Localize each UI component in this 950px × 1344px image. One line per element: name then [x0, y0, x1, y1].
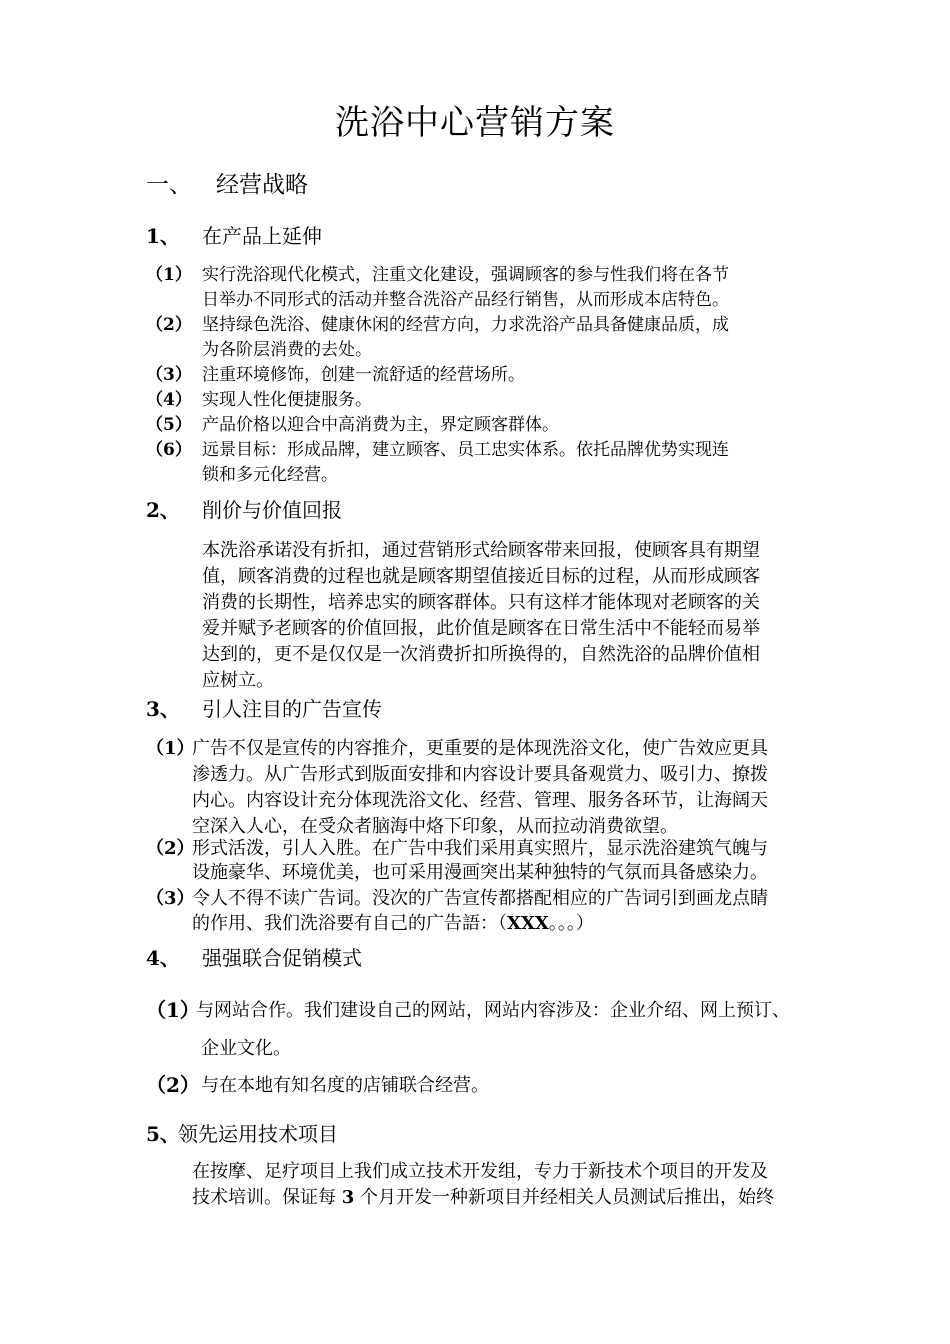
- subsection-title: 在产品上延伸: [202, 224, 322, 248]
- subsection-title: 领先运用技术项目: [178, 1122, 338, 1146]
- paragraph-line: 消费的长期性，培养忠实的顾客群体。只有这样才能体现对老顾客的关: [202, 592, 760, 613]
- list-item-label: （2）: [146, 315, 192, 335]
- list-item-text: 与在本地有知名度的店铺联合经营。: [201, 1075, 489, 1096]
- subsection-title: 引人注目的广告宣传: [202, 697, 382, 721]
- list-item-text: 内心。内容设计充分体现洗浴文化、经营、管理、服务各环节，让海阔天: [192, 790, 768, 811]
- list-item-text: 产品价格以迎合中高消费为主，界定顾客群体。: [202, 415, 559, 435]
- list-item-text: 远景目标：形成品牌，建立顾客、员工忠实体系。依托品牌优势实现连: [202, 440, 729, 460]
- paragraph-line: 在按摩、足疗项目上我们成立技术开发组，专力于新技术个项目的开发及: [192, 1161, 768, 1182]
- list-item-text: 实行洗浴现代化模式，注重文化建设，强调顾客的参与性我们将在各节: [202, 265, 729, 285]
- list-item-text: 实现人性化便捷服务。: [202, 390, 372, 410]
- list-item-text: 令人不得不读广告词。没次的广告宣传都搭配相应的广告词引到画龙点睛: [192, 888, 768, 909]
- paragraph-line: 应树立。: [202, 670, 274, 691]
- list-item-label: （4）: [146, 390, 192, 410]
- list-item-text: 广告不仅是宣传的内容推介，更重要的是体现洗浴文化，使广告效应更具: [192, 738, 768, 759]
- subsection-number: 4、: [146, 946, 180, 970]
- list-item-text: 渗透力。从广告形式到版面安排和内容设计要具备观赏力、吸引力、撩拨: [192, 764, 768, 785]
- list-item-label: （1）: [146, 998, 200, 1022]
- section-title: 经营战略: [216, 172, 308, 198]
- list-item-text: 锁和多元化经营。: [202, 465, 338, 485]
- subsection-title: 强强联合促销模式: [202, 946, 362, 970]
- subsection-number: 3、: [146, 697, 180, 721]
- document-title: 洗浴中心营销方案: [335, 103, 615, 143]
- list-item-label: （1）: [146, 738, 195, 759]
- list-item-text: 设施豪华、环境优美，也可采用漫画突出某种独特的气氛而具备感染力。: [192, 862, 768, 883]
- paragraph-line: 达到的，更不是仅仅是一次消费折扣所换得的，自然洗浴的品牌价值相: [202, 644, 760, 665]
- list-item-text: 的作用、我们洗浴要有自己的广告語：（XXX。。。）: [192, 913, 594, 934]
- list-item-label: （6）: [146, 440, 192, 460]
- list-item-text: 为各阶层消费的去处。: [202, 340, 372, 360]
- list-item-text: 日举办不同形式的活动并整合洗浴产品经行销售，从而形成本店特色。: [202, 290, 729, 310]
- subsection-number: 1、: [146, 224, 180, 248]
- paragraph-line: 值，顾客消费的过程也就是顾客期望值接近目标的过程，从而形成顾客: [202, 566, 760, 587]
- subsection-number: 5、: [146, 1122, 180, 1146]
- list-item-text: 与网站合作。我们建设自己的网站，网站内容涉及：企业介绍、网上预订、: [196, 1000, 790, 1021]
- list-item-text: 注重环境修饰，创建一流舒适的经营场所。: [202, 365, 525, 385]
- list-item-label: （2）: [146, 838, 195, 859]
- list-item-label: （1）: [146, 265, 192, 285]
- list-item-label: （3）: [146, 888, 195, 909]
- section-number: 一、: [146, 172, 192, 198]
- list-item-label: （2）: [146, 1073, 200, 1097]
- list-item-text: 坚持绿色洗浴、健康休闲的经营方向，力求洗浴产品具备健康品质，成: [202, 315, 729, 335]
- paragraph-line: 爱并赋予老顾客的价值回报，此价值是顾客在日常生活中不能轻而易举: [202, 618, 760, 639]
- list-item-label: （3）: [146, 365, 192, 385]
- ad-slogan-placeholder: XXX: [507, 913, 549, 934]
- list-item-text: 空深入人心，在受众者脑海中烙下印象，从而拉动消费欲望。: [192, 816, 678, 837]
- list-item-label: （5）: [146, 415, 192, 435]
- paragraph-line: 本洗浴承诺没有折扣，通过营销形式给顾客带来回报，使顾客具有期望: [202, 540, 760, 561]
- list-item-text: 形式活泼，引人入胜。在广告中我们采用真实照片，显示洗浴建筑气魄与: [192, 838, 768, 859]
- subsection-number: 2、: [146, 498, 180, 522]
- list-item-text: 企业文化。: [201, 1038, 291, 1059]
- subsection-title: 削价与价值回报: [202, 498, 342, 522]
- paragraph-line: 技术培训。保证每 3 个月开发一种新项目并经相关人员测试后推出，始终: [192, 1187, 774, 1208]
